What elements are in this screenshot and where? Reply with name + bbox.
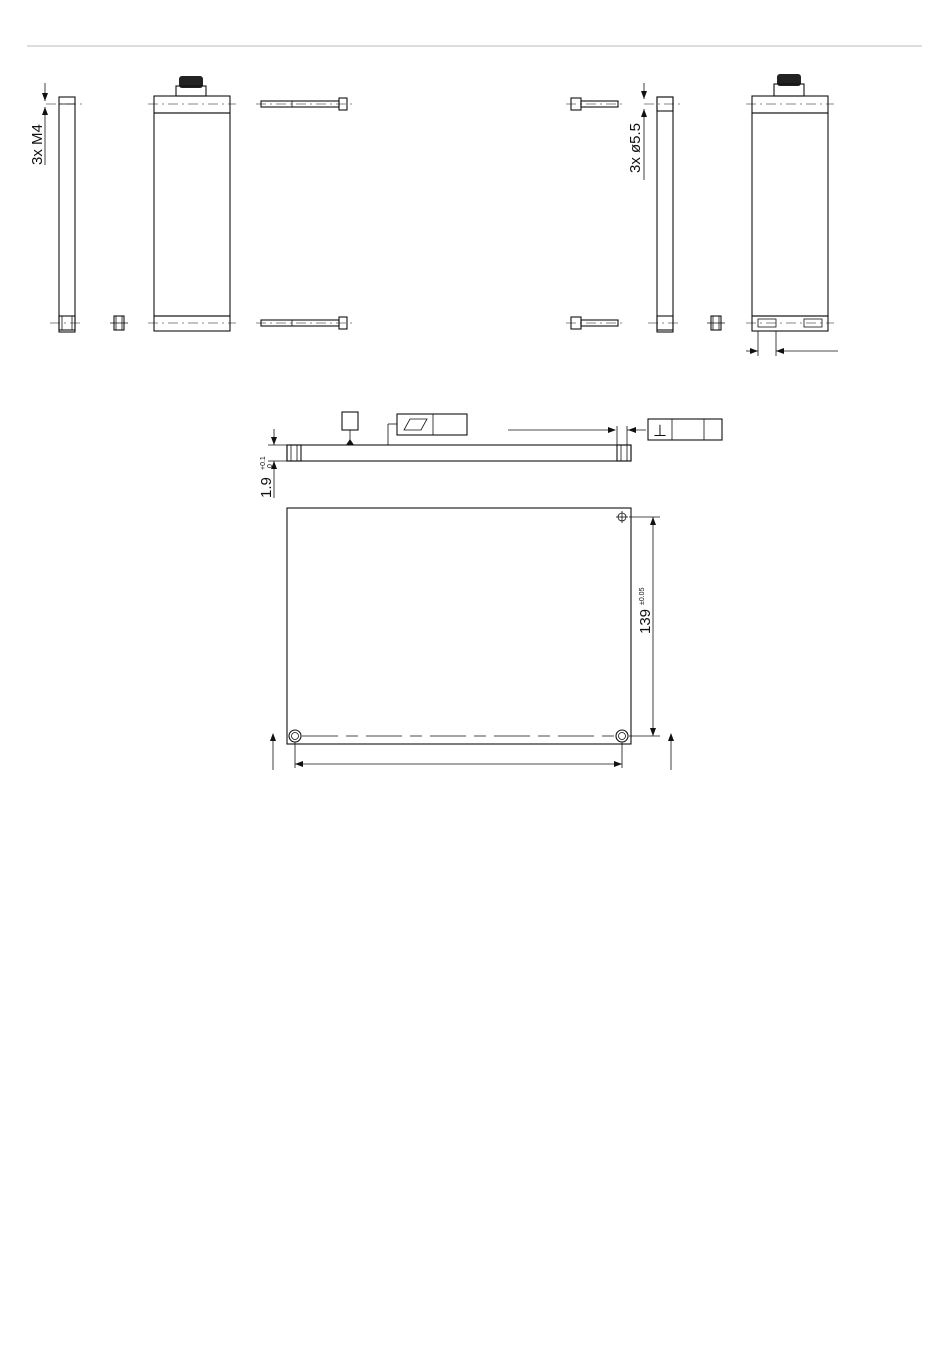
right-view-group (566, 74, 838, 356)
bottom-offset-dimension (746, 331, 838, 356)
hole-callout-label: 3x ø5.5 (627, 122, 644, 173)
height-tolerance: ±0.05 (639, 587, 646, 605)
right-screw-top (566, 98, 622, 110)
thickness-tolerance-upper: +0.1 (260, 456, 267, 470)
plate-top-view (270, 508, 674, 770)
left-screw-bottom (256, 317, 352, 329)
left-datum-arrow (270, 733, 276, 770)
perpendicularity-symbol: ⊥ (653, 423, 667, 440)
right-small-nut (707, 316, 725, 330)
left-plate-section (46, 97, 82, 332)
left-small-nut (110, 316, 128, 330)
left-heatsink-module (148, 76, 236, 331)
thickness-value: 1.9 (258, 477, 275, 498)
left-view-group (29, 76, 352, 332)
thread-callout-label: 3x M4 (29, 124, 46, 165)
top-right-hole-marker (616, 511, 628, 523)
perpendicularity-tolerance-frame (648, 419, 722, 440)
right-datum-arrow (668, 733, 674, 770)
thickness-tolerance-lower: 0 (267, 464, 274, 468)
right-screw-bottom (566, 317, 622, 329)
datum-box (342, 412, 358, 430)
hole-leader-arrow (508, 426, 646, 445)
bottom-right-hole (616, 730, 628, 742)
width-dimension (295, 742, 622, 768)
right-plate-section (644, 97, 680, 332)
bottom-left-hole (289, 730, 301, 742)
plate-section-view (258, 412, 722, 498)
flatness-tolerance-frame (388, 414, 467, 445)
left-screw-top (256, 98, 352, 110)
height-value: 139 (637, 608, 654, 634)
right-heatsink-module (746, 74, 834, 331)
